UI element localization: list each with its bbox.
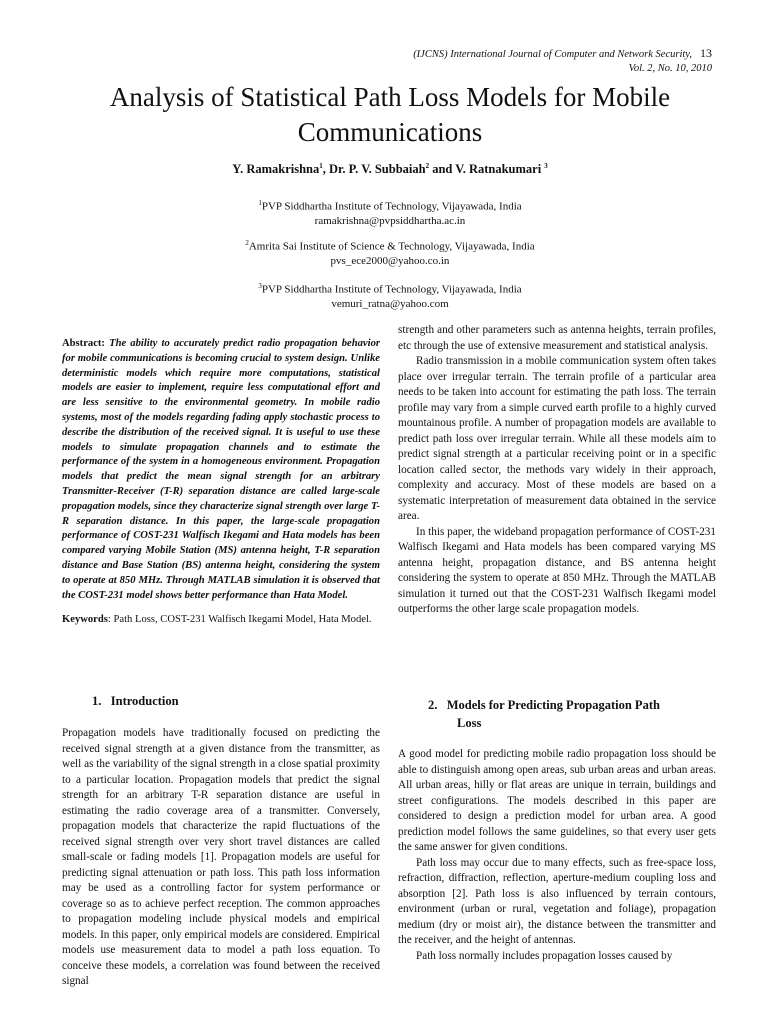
right-paragraph-1: strength and other parameters such as antenna heights, terrain profiles, etc through the use of extensive measurement and statistical analysis. [398,324,716,352]
page-number: 13 [700,46,712,60]
paper-title [40,80,740,150]
section-1-heading: 1. Introduction [92,694,179,708]
intro-paragraph: Propagation models have traditionally focused on predicting the received signal strength at a given distance from the transmitter, as well as the variability of the signal strength in a close spatial proximity to a particular location. Propagation models that predict the signal strength for an arbitrary T-R separation distance are useful in estimating the radio coverage area of a transmitter. Conversely, propagation models that characterize the rapid fluctuations of the received signal strength over very short travel distances are called small-scale or fading models [1]. Propagation models are useful for predicting signal attenuation or path loss. This path loss information may be used as a controlling factor for system performance or coverage so as to achieve perfect reception. The common approaches to propagation modeling include physical models and empirical models. In this paper, only empirical models are considered. Empirical models use measurement data to model a path loss equation. To conceive these models, a correlation was found between the received signal [62,727,380,987]
affiliation-3: $^3$PVP Siddhartha Institute of Technology, Vijayawada, India vemuri_ratna@yahoo.com [40,279,740,311]
affiliation-1: $^1$PVP Siddhartha Institute of Technology, Vijayawada, India ramakrishna@pvpsiddhartha.ac.in [40,196,740,228]
abstract-text: The ability to accurately predict radio propagation behavior for mobile communications is becoming crucial to system design. Unlike deterministic models which require more computations, statistical models are easier to implement, require less computational effort and are less sensitive to the environmental geometry. In mobile radio systems, most of the models regarding fading apply stochastic process to describe the distribution of the received signal. It is useful to use these models to simulate propagation channels and to estimate the performance of the system in a homogeneous environment. Propagation models that predict the mean signal strength for an arbitrary Transmitter-Receiver (T-R) separation distance are called large-scale propagation models, since they characterize signal strength over large T-R separation distance. In this paper, the large-scale propagation performance of COST-231 Walfisch Ikegami and Hata models has been compared varying Mobile Station (MS) antenna height, T-R separation distance and Base Station (BS) antenna height, considering the system to operate at 850 MHz. Through MATLAB simulation it is observed that the COST-231 model shows better performance than Hata Model. [62,338,380,601]
title-line-1: Analysis of Statistical Path Loss Models for Mobile [109,82,671,112]
section2-paragraph-2: Path loss may occur due to many effects, such as free-space loss, refraction, diffraction, reflection, aperture-medium coupling loss and absorption [2]. Path loss is also influenced by terrain contours, environment (urban or rural, vegetation and foliage), propagation medium (dry or moist air), the distance between the transmitter and the receiver, and the height of antennas. [398,856,716,946]
affiliation-2: $^2$Amrita Sai Institute of Science & Technology, Vijayawada, India pvs_ece2000@yahoo.co.in [40,236,740,268]
running-header [413,46,712,76]
author-1: Y. Ramakrishna [232,162,320,177]
section2-paragraph-1: A good model for predicting mobile radio propagation loss should be able to distinguish among open areas, sub urban areas and urban areas. All urban areas, hilly or flat areas are unique in terrain, buildings and street configurations. The models described in this paper are considered to design a prediction model for urban area. A good prediction model follows the same guidelines, so that every user gets the same answer for given conditions. [398,748,716,853]
keywords-label: Keywords [62,614,108,626]
abstract-label: Abstract: [62,338,105,349]
title-line-2: Communications [297,117,483,147]
volume-info: Vol. 2, No. 10, 2010 [628,63,712,74]
section-2-heading: 2. Models for Predicting Propagation Path Loss [428,698,660,730]
right-paragraph-3: In this paper, the wideband propagation performance of COST-231 Walfisch Ikegami and Hata models has been compared varying MS antenna height, propagation distance, and BS antenna height considering the system to operate at 850 MHz. Through the MATLAB simulation it turned out that the COST-231 Walfisch Ikegami model outperforms the other large scale propagation models. [398,525,716,615]
email-1: ramakrishna@pvpsiddhartha.ac.in [314,214,466,227]
section2-paragraph-3: Path loss normally includes propagation losses caused by [416,949,673,962]
email-3: vemuri_ratna@yahoo.com [331,297,449,310]
right-column-top [398,323,716,618]
keywords-text: : Path Loss, COST-231 Walfisch Ikegami Model, Hata Model. [107,614,372,626]
author-list: Y. Ramakrishna$^1$, Dr. P. V. Subbaiah$^2$ and V. Ratnakumari $^3$ [232,162,548,177]
introduction-body [62,726,380,990]
email-2: pvs_ece2000@yahoo.co.in [330,254,450,267]
right-paragraph-2: Radio transmission in a mobile communication system often takes place over irregular terrain. The terrain profile of a particular area needs to be taken into account for estimating the path loss. The terrain profile may vary from a simple curved earth profile to a highly curved mountainous profile. A number of propagation models are available to predict path loss over irregular terrain. While all these models aim to predict signal strength at a particular receiving point or in a specific location called sector, the methods vary widely in their approach, complexity and accuracy. Most of these models are based on a systematic interpretation of measurement data obtained in the service area. [398,355,716,522]
journal-name: (IJCNS) International Journal of Computer and Network Security, [413,49,692,60]
left-column-top [62,337,380,628]
keywords [62,613,380,628]
section-2-body [398,747,716,964]
abstract [62,337,380,603]
